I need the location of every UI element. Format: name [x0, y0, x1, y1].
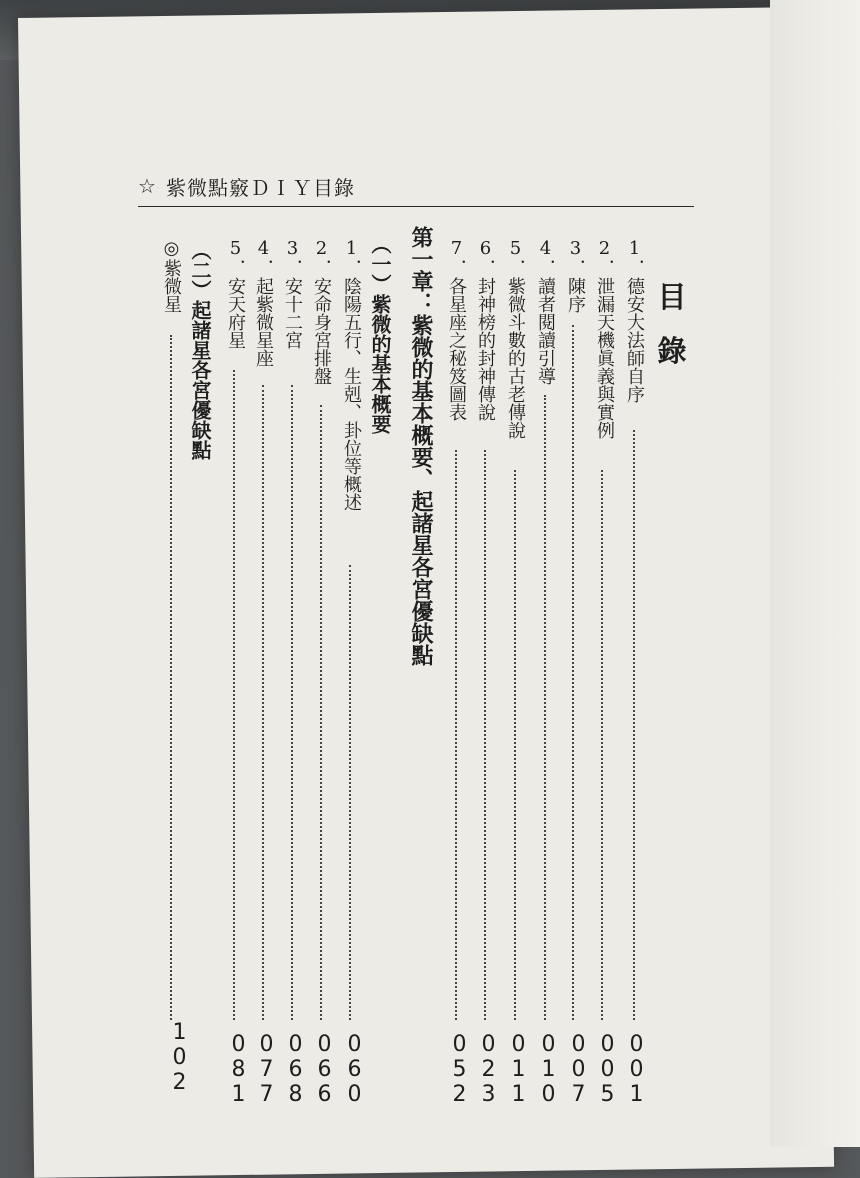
toc-entry: 7．各星座之秘笈圖表: [446, 238, 467, 421]
page-number: 010: [536, 1032, 561, 1107]
toc-entry: 2．安命身宮排盤: [311, 238, 332, 385]
page-number: 066: [312, 1032, 337, 1107]
page-number: 052: [447, 1032, 472, 1107]
toc-entry: 6．封神榜的封神傳說: [475, 238, 496, 421]
dot-leader: [349, 565, 351, 1020]
dot-leader: [291, 385, 293, 1020]
toc-entry: 1．德安大法師自序: [624, 238, 645, 403]
header-title: 紫微點竅ＤＩＹ目錄: [166, 176, 355, 200]
dot-leader: [633, 430, 635, 1020]
page-number: 060: [342, 1032, 367, 1107]
page-number: 023: [476, 1032, 501, 1107]
toc-entry: 2．泄漏天機眞義與實例: [594, 238, 615, 439]
toc-entry: 3．陳序: [565, 238, 586, 313]
dot-leader: [455, 450, 457, 1020]
page-number: 001: [624, 1032, 649, 1107]
page-number: 007: [566, 1032, 591, 1107]
page-number: 005: [595, 1032, 620, 1107]
toc-entry: 5．紫微斗數的古老傳說: [505, 238, 526, 439]
dot-leader: [262, 385, 264, 1020]
book-page-edge: [770, 0, 860, 1147]
dot-leader: [544, 395, 546, 1020]
page-number: 011: [506, 1032, 531, 1107]
page-number: 068: [283, 1032, 308, 1107]
toc-entry: ◎紫微星: [161, 238, 182, 313]
toc-entry: 4．起紫微星座: [253, 238, 274, 367]
dot-leader: [233, 370, 235, 1020]
star-icon: ☆: [138, 174, 156, 198]
dot-leader: [320, 405, 322, 1020]
section-heading: （一）紫微的基本概要: [368, 234, 392, 434]
dot-leader: [601, 470, 603, 1020]
page-number: 102: [167, 1020, 192, 1095]
dot-leader: [170, 335, 172, 1020]
dot-leader: [514, 470, 516, 1020]
dot-leader: [484, 450, 486, 1020]
running-header: [138, 162, 694, 207]
toc-entry: 5．安天府星: [225, 238, 246, 349]
chapter-heading: 第一章：紫微的基本概要、起諸星各宮優缺點: [408, 226, 434, 666]
dot-leader: [572, 325, 574, 1020]
toc-entry: 1．陰陽五行、生剋、卦位等概述: [341, 238, 362, 511]
page-title: 目 錄: [657, 280, 687, 368]
page-number: 081: [226, 1032, 251, 1107]
page-number: 077: [254, 1032, 279, 1107]
toc-entry: 3．安十二宮: [282, 238, 303, 349]
toc-entry: 4．讀者閱讀引導: [535, 238, 556, 385]
section-heading: （二）起諸星各宮優缺點: [188, 240, 212, 460]
